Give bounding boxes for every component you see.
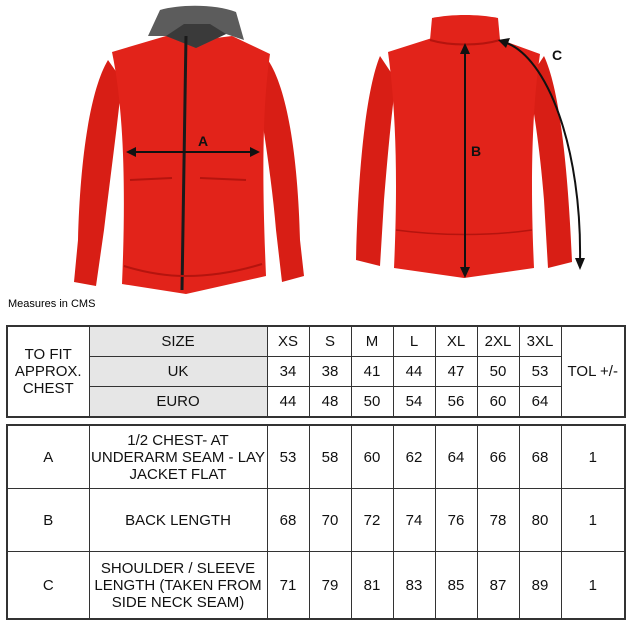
measure-value: 76: [435, 489, 477, 552]
measure-value: 66: [477, 425, 519, 489]
euro-row-value: 44: [267, 387, 309, 418]
table-gap: [7, 417, 625, 425]
label-b: B: [471, 143, 482, 159]
measure-tolerance: 1: [561, 489, 625, 552]
euro-row-value: 56: [435, 387, 477, 418]
measure-description: SHOULDER / SLEEVE LENGTH (TAKEN FROM SIDE NECK SEAM): [89, 552, 267, 620]
table-row: [7, 489, 625, 552]
uk-row: [7, 357, 625, 387]
size-header: [7, 326, 625, 417]
measures-caption: Measures in CMS: [8, 298, 96, 310]
label-c: C: [552, 47, 563, 63]
measure-value: 87: [477, 552, 519, 620]
measure-key: A: [7, 425, 89, 489]
size-row-value: 2XL: [477, 326, 519, 357]
measure-key: B: [7, 489, 89, 552]
measure-value: 81: [351, 552, 393, 620]
measure-value: 71: [267, 552, 309, 620]
size-row-label: SIZE: [89, 326, 267, 357]
measure-tolerance: 1: [561, 552, 625, 620]
measure-description: BACK LENGTH: [89, 489, 267, 552]
euro-row-value: 54: [393, 387, 435, 418]
size-row-value: XS: [267, 326, 309, 357]
size-row-value: M: [351, 326, 393, 357]
measure-key: C: [7, 552, 89, 620]
table-row: [7, 552, 625, 620]
size-row-value: 3XL: [519, 326, 561, 357]
size-row-value: S: [309, 326, 351, 357]
uk-row-value: 41: [351, 357, 393, 387]
size-row-value: L: [393, 326, 435, 357]
measure-value: 89: [519, 552, 561, 620]
uk-row-label: UK: [89, 357, 267, 387]
measure-value: 79: [309, 552, 351, 620]
euro-row-label: EURO: [89, 387, 267, 418]
measure-value: 53: [267, 425, 309, 489]
measure-value: 58: [309, 425, 351, 489]
uk-row-value: 44: [393, 357, 435, 387]
measure-value: 80: [519, 489, 561, 552]
measure-tolerance: 1: [561, 425, 625, 489]
measure-value: 60: [351, 425, 393, 489]
measure-value: 78: [477, 489, 519, 552]
uk-row-value: 50: [477, 357, 519, 387]
euro-row-value: 60: [477, 387, 519, 418]
measurement-rows: [7, 425, 625, 619]
table-row: [7, 425, 625, 489]
measure-value: 74: [393, 489, 435, 552]
measure-value: 83: [393, 552, 435, 620]
size-chart-table: [6, 325, 626, 620]
size-row-value: XL: [435, 326, 477, 357]
fit-chest-label: TO FIT APPROX. CHEST: [7, 326, 89, 417]
euro-row: [7, 387, 625, 418]
uk-row-value: 53: [519, 357, 561, 387]
tolerance-label: TOL +/-: [561, 326, 625, 417]
measure-value: 72: [351, 489, 393, 552]
measure-value: 70: [309, 489, 351, 552]
measure-description: 1/2 CHEST- AT UNDERARM SEAM - LAY JACKET FLAT: [89, 425, 267, 489]
size-row: [7, 326, 625, 357]
euro-row-value: 50: [351, 387, 393, 418]
uk-row-value: 38: [309, 357, 351, 387]
uk-row-value: 34: [267, 357, 309, 387]
uk-row-value: 47: [435, 357, 477, 387]
measure-value: 68: [267, 489, 309, 552]
jacket-front-icon: [74, 6, 304, 294]
measure-value: 85: [435, 552, 477, 620]
jacket-illustration: [0, 0, 630, 296]
measure-value: 64: [435, 425, 477, 489]
measure-value: 68: [519, 425, 561, 489]
euro-row-value: 48: [309, 387, 351, 418]
label-a: A: [198, 133, 209, 149]
euro-row-value: 64: [519, 387, 561, 418]
measure-value: 62: [393, 425, 435, 489]
